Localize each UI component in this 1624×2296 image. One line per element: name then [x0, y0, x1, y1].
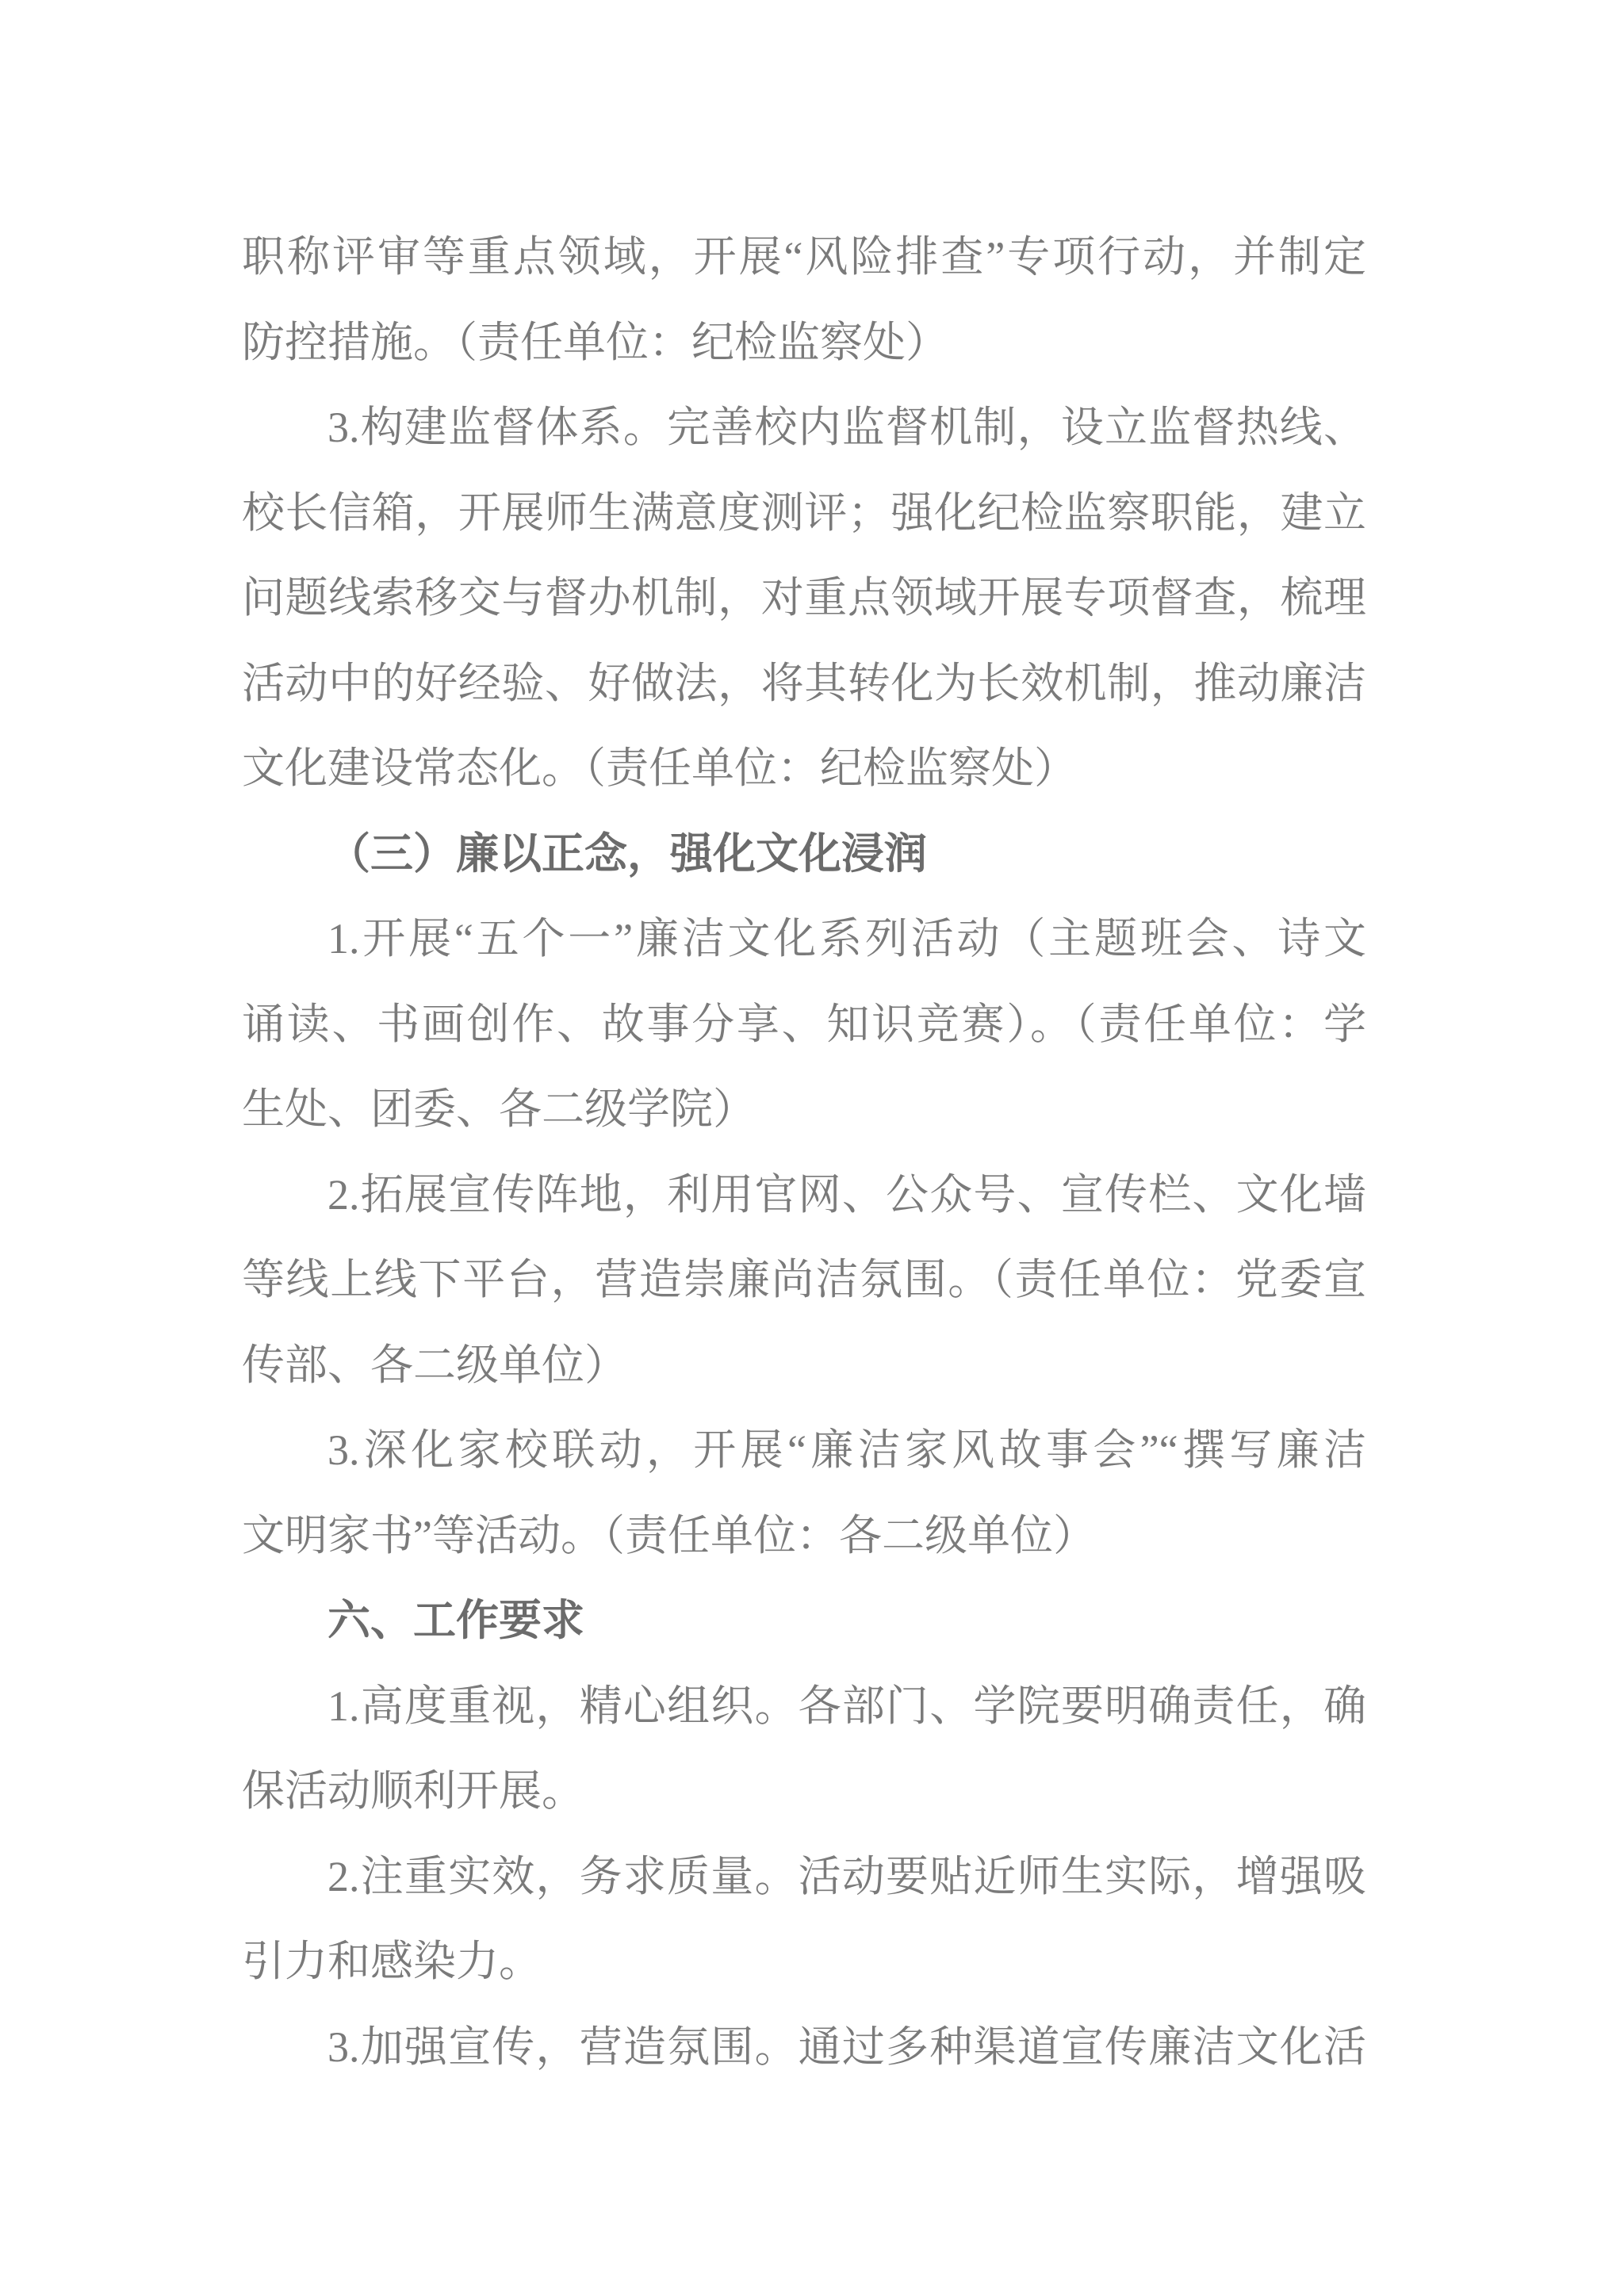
- text-line: 引力和感染力。: [242, 1938, 542, 1985]
- section-heading: （三）廉以正念，强化文化浸润: [327, 829, 927, 878]
- text-line: 2.注重实效，务求质量。活动要贴近师生实际，增强吸: [327, 1852, 1366, 1900]
- text-line: 生处、团委、各二级学院）: [242, 1085, 756, 1133]
- text-line: 传部、各二级单位）: [242, 1341, 627, 1389]
- text-line: 3.深化家校联动，开展“廉洁家风故事会”“撰写廉洁: [327, 1426, 1366, 1474]
- text-line: 2.拓展宣传阵地，利用官网、公众号、宣传栏、文化墙: [327, 1170, 1366, 1219]
- text-line: 1.开展“五个一”廉洁文化系列活动（主题班会、诗文: [327, 915, 1366, 962]
- document-text-block: [242, 215, 1366, 2090]
- section-heading: 六、工作要求: [327, 1597, 584, 1644]
- text-line: 活动中的好经验、好做法，将其转化为长效机制，推动廉洁: [242, 659, 1366, 707]
- text-line: 问题线索移交与督办机制，对重点领域开展专项督查，梳理: [242, 574, 1366, 622]
- text-line: 保活动顺利开展。: [242, 1767, 584, 1815]
- text-line: 3.加强宣传，营造氛围。通过多种渠道宣传廉洁文化活: [327, 2022, 1366, 2071]
- text-line: 校长信箱，开展师生满意度测评；强化纪检监察职能，建立: [242, 488, 1366, 537]
- text-line: 职称评审等重点领域，开展“风险排查”专项行动，并制定: [242, 233, 1366, 281]
- text-line: 防控措施。（责任单位：纪检监察处）: [242, 318, 948, 366]
- text-line: 诵读、书画创作、故事分享、知识竞赛）。（责任单位：学: [242, 1000, 1366, 1048]
- text-line: 文明家书”等活动。（责任单位：各二级单位）: [242, 1511, 1096, 1559]
- text-line: 文化建设常态化。（责任单位：纪检监察处）: [242, 744, 1077, 792]
- text-line: 3.构建监督体系。完善校内监督机制，设立监督热线、: [327, 404, 1366, 451]
- text-line: 1.高度重视，精心组织。各部门、学院要明确责任，确: [327, 1682, 1366, 1730]
- text-line: 等线上线下平台，营造崇廉尚洁氛围。（责任单位：党委宣: [242, 1256, 1366, 1303]
